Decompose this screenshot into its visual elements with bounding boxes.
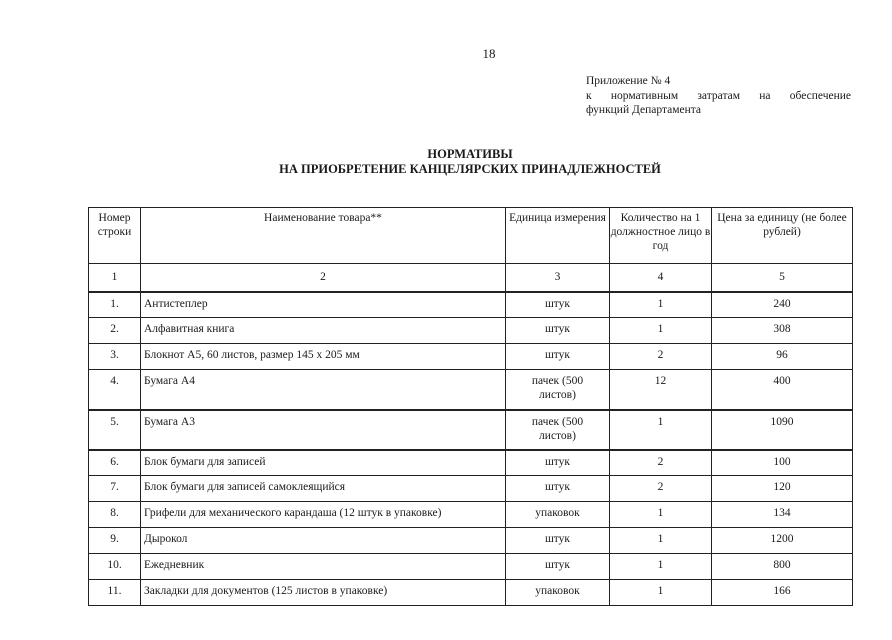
title-line-1: НОРМАТИВЫ (427, 147, 513, 161)
row-unit: штук (506, 318, 610, 344)
col-number-2: 2 (141, 264, 506, 292)
row-price: 134 (712, 502, 853, 528)
table-row (89, 410, 853, 450)
row-name: Бумага А3 (141, 410, 506, 450)
row-name: Антистеплер (141, 292, 506, 318)
row-unit: пачек (500 листов) (506, 370, 610, 410)
table-row (89, 554, 853, 580)
appendix-line-3: функций Департамента (586, 104, 702, 116)
row-price: 240 (712, 292, 853, 318)
page-number: 18 (482, 46, 496, 61)
row-num: 9. (89, 528, 141, 554)
row-qty: 1 (610, 292, 712, 318)
appendix-line-2: к нормативным затратам на обеспечение (586, 89, 851, 102)
title-line-2: НА ПРИОБРЕТЕНИЕ КАНЦЕЛЯРСКИХ ПРИНАДЛЕЖНОСТЕЙ (279, 162, 661, 176)
col-number-3: 3 (506, 264, 610, 292)
row-unit: упаковок (506, 502, 610, 528)
row-price: 308 (712, 318, 853, 344)
row-num: 8. (89, 502, 141, 528)
row-unit: штук (506, 528, 610, 554)
row-price: 1200 (712, 528, 853, 554)
row-unit: упаковок (506, 580, 610, 606)
row-num: 11. (89, 580, 141, 606)
row-qty: 1 (610, 318, 712, 344)
row-unit: штук (506, 450, 610, 476)
row-qty: 1 (610, 554, 712, 580)
col-number-5: 5 (712, 264, 853, 292)
row-qty: 1 (610, 528, 712, 554)
row-qty: 1 (610, 410, 712, 450)
row-name: Дырокол (141, 528, 506, 554)
row-qty: 12 (610, 370, 712, 410)
row-qty: 1 (610, 580, 712, 606)
header-name: Наименование товара** (141, 208, 506, 264)
col-number-1: 1 (89, 264, 141, 292)
table-row (89, 344, 853, 370)
header-qty: Количество на 1 должностное лицо в год (610, 208, 712, 264)
row-price: 100 (712, 450, 853, 476)
header-row (89, 208, 853, 264)
row-num: 1. (89, 292, 141, 318)
row-num: 3. (89, 344, 141, 370)
header-num: Номер строки (89, 208, 141, 264)
table-row (89, 580, 853, 606)
row-price: 120 (712, 476, 853, 502)
row-unit: штук (506, 476, 610, 502)
row-price: 1090 (712, 410, 853, 450)
row-price: 96 (712, 344, 853, 370)
row-unit: пачек (500 листов) (506, 410, 610, 450)
row-qty: 1 (610, 502, 712, 528)
column-number-row (89, 264, 853, 292)
row-num: 7. (89, 476, 141, 502)
row-unit: штук (506, 554, 610, 580)
table-row (89, 528, 853, 554)
table-row (89, 292, 853, 318)
row-name: Алфавитная книга (141, 318, 506, 344)
row-name: Блокнот А5, 60 листов, размер 145 х 205 мм (141, 344, 506, 370)
row-num: 5. (89, 410, 141, 450)
row-unit: штук (506, 344, 610, 370)
row-qty: 2 (610, 476, 712, 502)
appendix-note (586, 74, 851, 118)
row-qty: 2 (610, 450, 712, 476)
document-title (0, 147, 892, 177)
header-price: Цена за единицу (не более рублей) (712, 208, 853, 264)
header-unit: Единица измерения (506, 208, 610, 264)
table-row (89, 318, 853, 344)
row-name: Ежедневник (141, 554, 506, 580)
row-name: Закладки для документов (125 листов в упаковке) (141, 580, 506, 606)
norms-table (88, 207, 853, 606)
row-name: Бумага А4 (141, 370, 506, 410)
row-price: 166 (712, 580, 853, 606)
row-qty: 2 (610, 344, 712, 370)
row-name: Блок бумаги для записей самоклеящийся (141, 476, 506, 502)
table-row (89, 370, 853, 410)
row-num: 2. (89, 318, 141, 344)
row-name: Блок бумаги для записей (141, 450, 506, 476)
row-unit: штук (506, 292, 610, 318)
table-row (89, 476, 853, 502)
row-num: 6. (89, 450, 141, 476)
appendix-line-1: Приложение № 4 (586, 75, 671, 87)
table-row (89, 450, 853, 476)
table-row (89, 502, 853, 528)
col-number-4: 4 (610, 264, 712, 292)
row-price: 800 (712, 554, 853, 580)
row-name: Грифели для механического карандаша (12 штук в упаковке) (141, 502, 506, 528)
row-num: 4. (89, 370, 141, 410)
row-num: 10. (89, 554, 141, 580)
row-price: 400 (712, 370, 853, 410)
